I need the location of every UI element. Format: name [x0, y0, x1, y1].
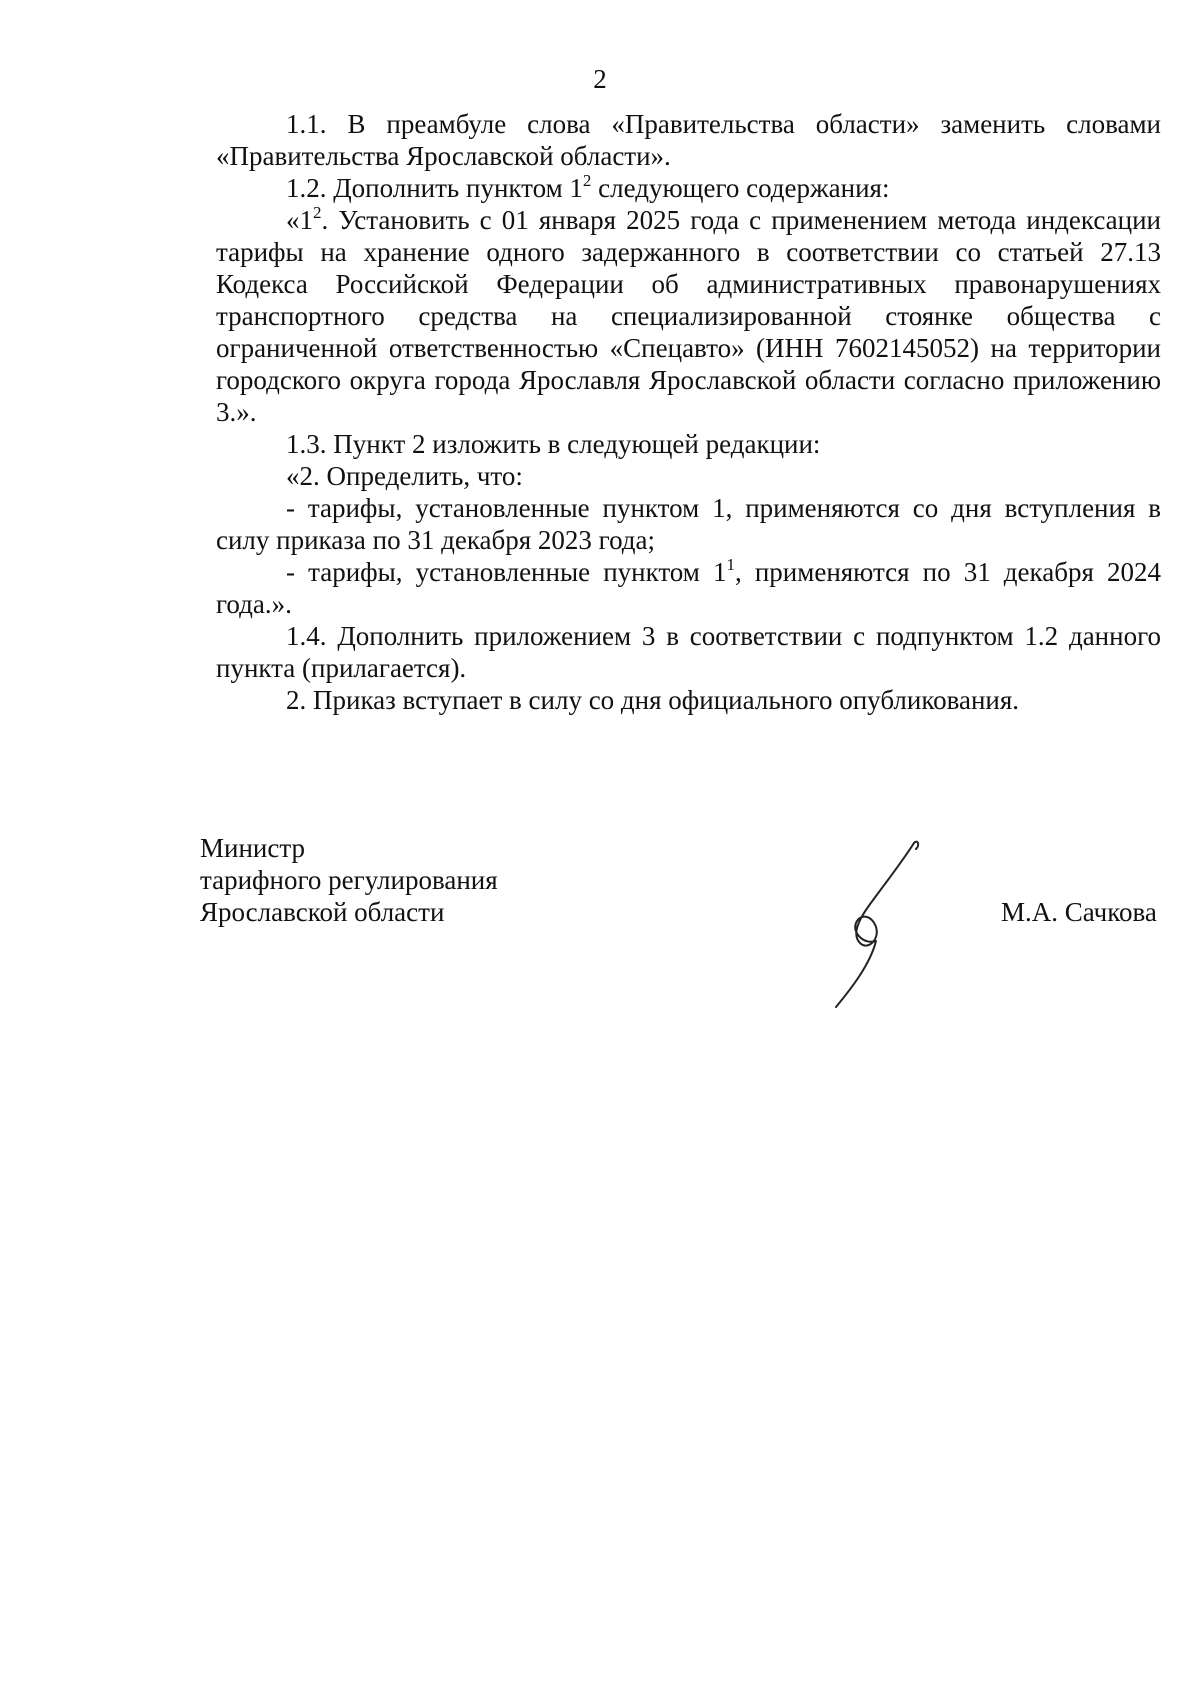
- position-line: Ярославской области: [200, 897, 445, 927]
- paragraph-text: «2. Определить, что:: [286, 461, 523, 491]
- paragraph-text: «1: [286, 205, 313, 235]
- signatory-position: [200, 832, 498, 928]
- paragraph-text: 1.4. Дополнить приложением 3 в соответствии с подпунктом 1.2 данного пункта (прилагается).: [216, 621, 1161, 683]
- paragraph-text: , применяются по 31 декабря 2024 года.».: [216, 557, 1161, 619]
- paragraph-tariffs-1: [216, 492, 1161, 556]
- paragraph-1-3: [216, 428, 1161, 460]
- document-body: [216, 108, 1161, 716]
- signer-name: М.А. Сачкова: [1001, 897, 1157, 927]
- paragraph-text: - тарифы, установленные пунктом 1: [286, 557, 727, 587]
- superscript: 2: [313, 203, 322, 222]
- paragraph-2-effective: [216, 684, 1161, 716]
- handwritten-signature: [830, 835, 950, 1015]
- paragraph-1-2: [216, 172, 1161, 204]
- page-number: 2: [593, 64, 607, 94]
- paragraph-2-define: [216, 460, 1161, 492]
- paragraph-text: 2. Приказ вступает в силу со дня официального опубликования.: [286, 685, 1020, 715]
- superscript: 2: [582, 171, 592, 190]
- position-line: Министр: [200, 833, 305, 863]
- paragraph-text: следующего содержания:: [591, 173, 890, 203]
- paragraph-text: 1.2. Дополнить пунктом 1: [286, 173, 583, 203]
- paragraph-tariffs-1-1: [216, 556, 1161, 620]
- position-line: тарифного регулирования: [200, 865, 498, 895]
- paragraph-text: 1.3. Пункт 2 изложить в следующей редакции:: [286, 429, 821, 459]
- paragraph-1-2-content: [216, 204, 1161, 428]
- paragraph-1-4: [216, 620, 1161, 684]
- paragraph-text: - тарифы, установленные пунктом 1, применяются со дня вступления в силу приказа по 31 декабря 2023 года;: [216, 493, 1161, 555]
- paragraph-1-1: [216, 108, 1161, 172]
- superscript: 1: [726, 555, 735, 574]
- paragraph-text: . Установить с 01 января 2025 года с применением метода индексации тарифы на хранение одного задержанного в соответствии со статьей 27.13 Кодекса Российской Федерации об административных правонарушениях транспортного средства на специализированной стоянке общества с ограниченной ответственностью «Спецавто» (ИНН 7602145052) на территории городского округа города Ярославля Ярославской области согласно приложению 3.».: [216, 205, 1161, 427]
- paragraph-text: 1.1. В преамбуле слова «Правительства области» заменить словами «Правительства Ярославской области».: [216, 109, 1161, 171]
